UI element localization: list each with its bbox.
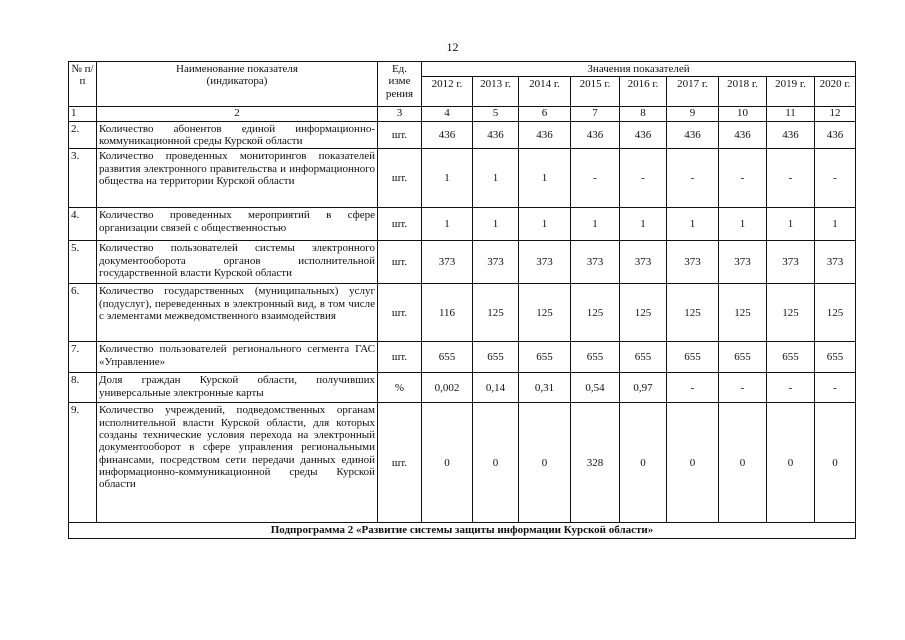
- indicator-value: 1: [767, 208, 815, 241]
- indicator-value: 0: [767, 403, 815, 523]
- indicator-value: 373: [620, 241, 667, 284]
- indicator-value: 0,002: [422, 373, 473, 403]
- indicator-unit: шт.: [378, 403, 422, 523]
- row-number: 5.: [69, 241, 97, 284]
- indicator-value: 655: [815, 342, 856, 373]
- indicator-name: Количество проведенных мероприятий в сфере организации связей с общественностью: [97, 208, 378, 241]
- indicator-value: 436: [422, 121, 473, 149]
- indicator-value: 1: [667, 208, 719, 241]
- indicator-value: -: [815, 149, 856, 208]
- table-row: [69, 373, 856, 403]
- header-num: № п/п: [69, 62, 97, 107]
- subprogram-title: Подпрограмма 2 «Развитие системы защиты информации Курской области»: [69, 523, 856, 538]
- indicator-value: -: [767, 373, 815, 403]
- indicator-name: Количество пользователей системы электронного документооборота органов исполнительной государственной власти Курской области: [97, 241, 378, 284]
- indicator-name: Доля граждан Курской области, получивших универсальные электронные карты: [97, 373, 378, 403]
- indicator-value: 1: [719, 208, 767, 241]
- indicator-value: -: [719, 149, 767, 208]
- indicator-value: -: [571, 149, 620, 208]
- indicator-value: 0,14: [473, 373, 519, 403]
- indicator-value: 655: [422, 342, 473, 373]
- header-year: 2017 г.: [667, 77, 719, 107]
- indicator-value: 655: [571, 342, 620, 373]
- header-unit-line1: Ед.: [391, 63, 408, 75]
- indicator-value: -: [719, 373, 767, 403]
- indicator-value: 1: [473, 208, 519, 241]
- indicator-value: -: [620, 149, 667, 208]
- table-row: [69, 342, 856, 373]
- indicator-value: 373: [667, 241, 719, 284]
- indicator-value: 116: [422, 284, 473, 342]
- header-year: 2018 г.: [719, 77, 767, 107]
- indicator-unit: шт.: [378, 121, 422, 149]
- indicator-value: 0,97: [620, 373, 667, 403]
- indicator-value: 125: [473, 284, 519, 342]
- header-unit-line2: изме: [388, 75, 411, 88]
- indicator-value: -: [667, 149, 719, 208]
- header-year: 2013 г.: [473, 77, 519, 107]
- indicator-value: 1: [519, 149, 571, 208]
- indicator-value: 436: [571, 121, 620, 149]
- indicator-value: 436: [815, 121, 856, 149]
- indicator-value: 125: [667, 284, 719, 342]
- column-index-cell: 1: [69, 107, 97, 122]
- column-index-cell: 3: [378, 107, 422, 122]
- column-index-cell: 6: [519, 107, 571, 122]
- header-year: 2012 г.: [422, 77, 473, 107]
- column-index-cell: 7: [571, 107, 620, 122]
- indicator-value: 436: [719, 121, 767, 149]
- indicator-value: 655: [767, 342, 815, 373]
- indicator-value: -: [767, 149, 815, 208]
- row-number: 9.: [69, 403, 97, 523]
- indicator-value: 373: [473, 241, 519, 284]
- indicator-value: 655: [719, 342, 767, 373]
- indicator-value: 125: [719, 284, 767, 342]
- indicator-value: 436: [667, 121, 719, 149]
- indicator-value: 125: [767, 284, 815, 342]
- indicator-value: 0: [815, 403, 856, 523]
- table-row: [69, 403, 856, 523]
- indicator-value: 125: [815, 284, 856, 342]
- indicator-name: Количество пользователей регионального сегмента ГАС «Управление»: [97, 342, 378, 373]
- table-row: [69, 149, 856, 208]
- header-name-line2: (индикатора): [206, 75, 268, 88]
- page-number: 12: [446, 40, 459, 54]
- row-number: 2.: [69, 121, 97, 149]
- indicator-value: 373: [519, 241, 571, 284]
- indicator-value: 328: [571, 403, 620, 523]
- indicator-value: 125: [571, 284, 620, 342]
- row-number: 4.: [69, 208, 97, 241]
- indicator-name: Количество абонентов единой информационно-коммуникационной среды Курской области: [97, 121, 378, 149]
- indicator-value: 436: [620, 121, 667, 149]
- column-index-cell: 10: [719, 107, 767, 122]
- indicator-value: 1: [519, 208, 571, 241]
- indicator-value: 1: [620, 208, 667, 241]
- table-row: [69, 208, 856, 241]
- table-row: [69, 241, 856, 284]
- indicator-value: 655: [667, 342, 719, 373]
- indicator-value: 373: [767, 241, 815, 284]
- indicator-value: 0: [519, 403, 571, 523]
- header-values-title: Значения показателей: [422, 62, 856, 77]
- row-number: 8.: [69, 373, 97, 403]
- row-number: 6.: [69, 284, 97, 342]
- indicator-value: 436: [473, 121, 519, 149]
- indicator-unit: шт.: [378, 284, 422, 342]
- indicator-value: 125: [620, 284, 667, 342]
- indicators-table: [68, 61, 856, 539]
- header-year: 2014 г.: [519, 77, 571, 107]
- header-unit: [378, 62, 422, 107]
- row-number: 7.: [69, 342, 97, 373]
- table-row: [69, 284, 856, 342]
- indicator-name: Количество учреждений, подведомственных органам исполнительной власти Курской области, для которых созданы технические условия перехода на электронный документооборот в сфере управления региональными финансами, посредством сети передачи данных единой информационно-коммуникационной среды Курской области: [97, 403, 378, 523]
- indicator-value: 373: [422, 241, 473, 284]
- indicator-name: Количество государственных (муниципальных) услуг (подуслуг), переведенных в электронный вид, в том числе с элементами межведомственного взаимодействия: [97, 284, 378, 342]
- column-index-cell: 4: [422, 107, 473, 122]
- indicator-value: 373: [815, 241, 856, 284]
- header-name-line1: Наименование показателя: [176, 63, 298, 75]
- indicator-value: -: [667, 373, 719, 403]
- indicator-value: 1: [815, 208, 856, 241]
- header-year: 2016 г.: [620, 77, 667, 107]
- indicator-value: 0: [620, 403, 667, 523]
- indicator-unit: шт.: [378, 241, 422, 284]
- header-unit-line3: рения: [385, 87, 414, 100]
- column-index-cell: 8: [620, 107, 667, 122]
- indicator-value: 436: [519, 121, 571, 149]
- header-year: 2020 г.: [815, 77, 856, 107]
- header-name: [97, 62, 378, 107]
- indicator-value: 1: [422, 149, 473, 208]
- indicator-value: 436: [767, 121, 815, 149]
- indicator-value: 0: [422, 403, 473, 523]
- indicator-value: 0: [473, 403, 519, 523]
- indicator-value: -: [815, 373, 856, 403]
- indicator-value: 0: [667, 403, 719, 523]
- indicator-value: 655: [519, 342, 571, 373]
- indicator-value: 0,31: [519, 373, 571, 403]
- indicator-value: 1: [571, 208, 620, 241]
- table-row: [69, 121, 856, 149]
- indicator-value: 655: [620, 342, 667, 373]
- subprogram-row: [69, 523, 856, 538]
- column-index-cell: 2: [97, 107, 378, 122]
- column-index-cell: 11: [767, 107, 815, 122]
- column-index-cell: 9: [667, 107, 719, 122]
- indicator-value: 125: [519, 284, 571, 342]
- indicator-unit: %: [378, 373, 422, 403]
- indicator-name: Количество проведенных мониторингов показателей развития электронного правительства и информационного общества на территории Курской области: [97, 149, 378, 208]
- indicator-value: 373: [571, 241, 620, 284]
- column-index-cell: 12: [815, 107, 856, 122]
- indicator-value: 1: [422, 208, 473, 241]
- indicator-value: 0,54: [571, 373, 620, 403]
- indicator-unit: шт.: [378, 208, 422, 241]
- indicator-value: 0: [719, 403, 767, 523]
- indicator-value: 1: [473, 149, 519, 208]
- indicator-value: 373: [719, 241, 767, 284]
- indicator-value: 655: [473, 342, 519, 373]
- indicator-unit: шт.: [378, 342, 422, 373]
- row-number: 3.: [69, 149, 97, 208]
- header-year: 2015 г.: [571, 77, 620, 107]
- column-index-cell: 5: [473, 107, 519, 122]
- header-year: 2019 г.: [767, 77, 815, 107]
- indicator-unit: шт.: [378, 149, 422, 208]
